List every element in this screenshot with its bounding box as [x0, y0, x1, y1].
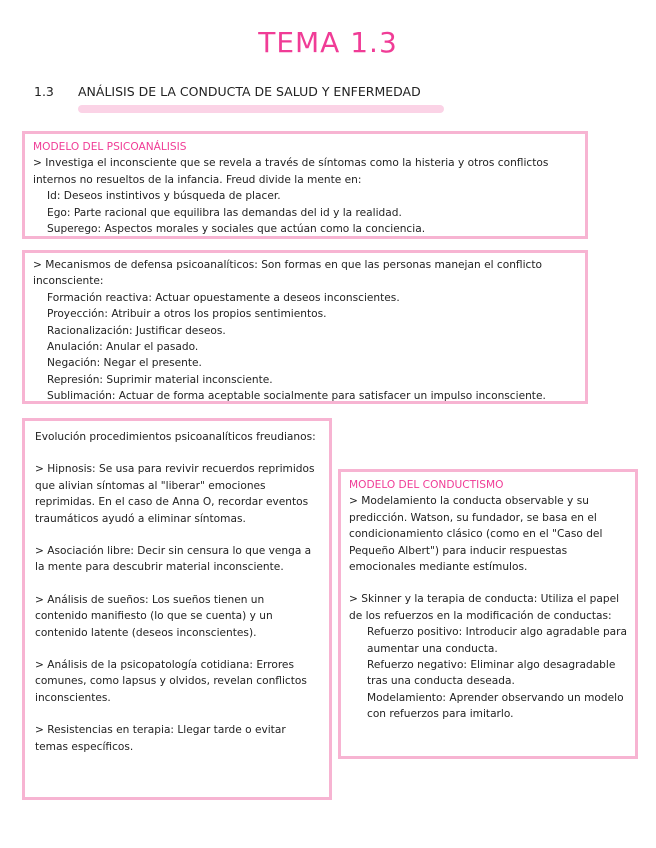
psicopatologia-item: > Análisis de la psicopatología cotidiana: Errores comunes, como lapsus y olvidos, revelan conflictos inconscientes.: [35, 659, 307, 704]
section-heading: [34, 84, 421, 99]
mecanismo-item: Represión: Suprimir material inconsciente.: [47, 373, 273, 386]
page-title: TEMA 1.3: [258, 26, 398, 59]
superego-item: Superego: Aspectos morales y sociales que actúan como la conciencia.: [47, 223, 426, 236]
skinner-paragraph: > Skinner y la terapia de conducta: Utiliza el papel de los refuerzos en la modificación de conductas:: [349, 593, 620, 622]
conductismo-heading: MODELO DEL CONDUCTISMO: [349, 479, 504, 491]
mecanismos-box: [22, 250, 588, 404]
psicoanalisis-intro: > Investiga el inconsciente que se revela a través de síntomas como la histeria y otros conflictos internos no resueltos de la infancia. Freud divide la mente en:: [33, 157, 549, 186]
section-title: ANÁLISIS DE LA CONDUCTA DE SALUD Y ENFERMEDAD: [78, 84, 421, 99]
conductismo-box: [338, 469, 638, 759]
evolucion-box: [22, 418, 332, 800]
asociacion-libre-item: > Asociación libre: Decir sin censura lo que venga a la mente para descubrir material inconsciente.: [35, 545, 312, 574]
mecanismo-item: Formación reactiva: Actuar opuestamente a deseos inconscientes.: [47, 291, 400, 304]
mecanismo-item: Proyección: Atribuir a otros los propios sentimientos.: [47, 308, 327, 321]
hipnosis-item: > Hipnosis: Se usa para revivir recuerdos reprimidos que alivian síntomas al "liberar" emociones reprimidas. En el caso de Anna O, recordar eventos traumáticos ayudó a eliminar síntomas.: [35, 463, 315, 525]
id-item: Id: Deseos instintivos y búsqueda de placer.: [47, 190, 281, 203]
section-number: 1.3: [34, 84, 54, 99]
watson-paragraph: > Modelamiento la conducta observable y su predicción. Watson, su fundador, se basa en el condicionamiento clásico (como en el "Caso del Pequeño Albert") para inducir respuestas emocionales mediante estímulos.: [349, 495, 603, 574]
psicoanalisis-box: [22, 131, 588, 239]
mecanismos-intro: > Mecanismos de defensa psicoanalíticos: Son formas en que las personas manejan el conflicto inconsciente:: [33, 259, 542, 288]
psicoanalisis-heading: MODELO DEL PSICOANÁLISIS: [33, 141, 187, 153]
mecanismo-item: Anulación: Anular el pasado.: [47, 341, 199, 354]
evolucion-heading: Evolución procedimientos psicoanalíticos freudianos:: [35, 431, 316, 443]
mecanismo-item: Racionalización: Justificar deseos.: [47, 324, 226, 337]
refuerzo-item: Refuerzo negativo: Eliminar algo desagradable tras una conducta deseada.: [367, 659, 616, 688]
refuerzo-item: Refuerzo positivo: Introducir algo agradable para aumentar una conducta.: [367, 626, 628, 655]
analisis-suenos-item: > Análisis de sueños: Los sueños tienen un contenido manifiesto (lo que se cuenta) y un contenido latente (deseos inconscientes).: [35, 593, 273, 639]
ego-item: Ego: Parte racional que equilibra las demandas del id y la realidad.: [47, 206, 402, 219]
heading-highlight: [78, 105, 444, 113]
resistencias-item: > Resistencias en terapia: Llegar tarde o evitar temas específicos.: [35, 724, 286, 753]
mecanismo-item: Negación: Negar el presente.: [47, 357, 202, 370]
mecanismo-item: Sublimación: Actuar de forma aceptable socialmente para satisfacer un impulso inconsciente.: [47, 390, 546, 403]
refuerzo-item: Modelamiento: Aprender observando un modelo con refuerzos para imitarlo.: [367, 691, 624, 721]
